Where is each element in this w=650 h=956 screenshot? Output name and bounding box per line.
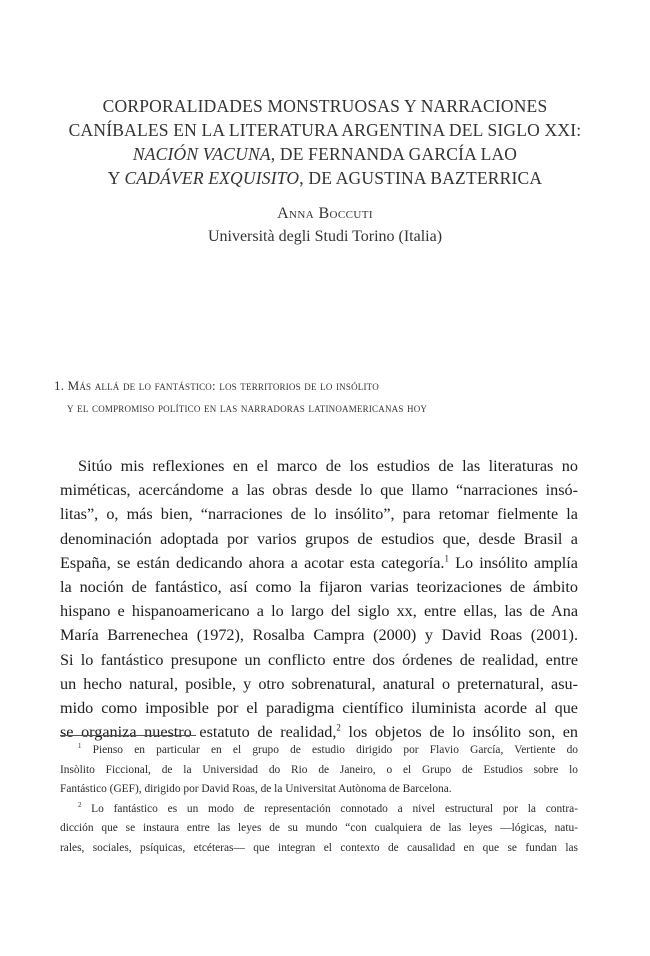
body-line: hispano e hispanoamericano a lo largo del siglo xx, entre ellas, las de Ana bbox=[60, 602, 578, 621]
footnote-2-line bbox=[60, 800, 578, 820]
body-line: Sitúo mis reflexiones en el marco de los estudios de las literaturas no bbox=[78, 457, 578, 475]
body-line-text: se organiza nuestro estatuto de realidad, bbox=[60, 723, 337, 742]
title-line-4-rest: , DE AGUSTINA BAZTERRICA bbox=[299, 168, 543, 188]
footnote-text: Pienso en particular en el grupo de estudio dirigido por Flavio García, Vertiente do bbox=[81, 744, 578, 756]
body-line: litas”, o, más bien, “narraciones de lo insólito”, para retomar fielmente la bbox=[60, 505, 578, 524]
title-line-3-rest: , DE FERNANDA GARCÍA LAO bbox=[270, 144, 518, 164]
title-line-2: CANÍBALES EN LA LITERATURA ARGENTINA DEL SIGLO XXI: bbox=[68, 120, 582, 140]
body-line: Si lo fantástico presupone un conflicto entre dos órdenes de realidad, entre bbox=[60, 650, 578, 669]
article-title bbox=[60, 94, 590, 190]
footnote-1-line: Insòlito Ficcional, de la Universidad do Rio de Janeiro, o el Grupo de Estudios sobre lo bbox=[60, 763, 578, 776]
body-line: denominación adoptada por varios grupos de estudios que, desde Brasil a bbox=[60, 529, 578, 548]
body-line: la noción de fantástico, así como la fijaron varias teorizaciones de ámbito bbox=[60, 578, 578, 597]
footnote-2-mark: 2 bbox=[78, 801, 82, 809]
footnote-2-line: rales, sociales, psíquicas, etcéteras— que integran el contexto de causalidad en que se fundan las bbox=[60, 841, 578, 854]
body-text bbox=[60, 454, 578, 744]
footnotes bbox=[60, 741, 578, 859]
author-block bbox=[60, 202, 590, 248]
body-line: María Barrenechea (1972), Rosalba Campra (2000) y David Roas (2001). bbox=[60, 626, 578, 645]
body-line: un hecho natural, posible, y otro sobrenatural, anatural o preternatural, asu- bbox=[60, 674, 578, 693]
title-work-2: CADÁVER EXQUISITO bbox=[124, 168, 300, 188]
footnote-ref-1[interactable]: 1 bbox=[444, 553, 449, 564]
footnote-separator bbox=[60, 735, 196, 736]
footnote-1-mark: 1 bbox=[78, 743, 82, 751]
author-affiliation: Università degli Studi Torino (Italia) bbox=[207, 228, 443, 245]
section-heading-line-2: y el compromiso político en las narradoras latinoamericanas hoy bbox=[67, 400, 428, 415]
section-heading-line-1: 1. Más allá de lo fantástico: los territorios de lo insólito bbox=[54, 378, 379, 393]
body-line: miméticas, acercándome a las obras desde lo que llamo “narraciones insó- bbox=[60, 481, 578, 500]
section-heading bbox=[54, 375, 584, 419]
title-work-1: NACIÓN VACUNA bbox=[132, 144, 271, 164]
title-line-3 bbox=[60, 142, 590, 166]
footnote-2-line: dicción que se instaura entre las leyes de su mundo “con cualquiera de las leyes —lógicas, natu- bbox=[60, 822, 578, 835]
body-line-text: España, se están dedicando ahora a acotar esta categoría. bbox=[60, 553, 445, 572]
body-line-text: los objetos de lo insólito son, en bbox=[340, 723, 579, 742]
body-line-text: Lo insólito amplía bbox=[448, 553, 578, 572]
body-line: mido como imposible por el paradigma científico iluminista acorde al que bbox=[60, 699, 578, 718]
title-line-4-pre: Y bbox=[107, 168, 125, 188]
title-line-1: CORPORALIDADES MONSTRUOSAS Y NARRACIONES bbox=[102, 96, 548, 116]
footnote-1-line bbox=[60, 741, 578, 761]
footnote-text: Lo fantástico es un modo de representación connotado a nivel estructural por la contra- bbox=[81, 802, 578, 815]
footnote-ref-2[interactable]: 2 bbox=[336, 722, 341, 733]
footnote-1-line: Fantástico (GEF), dirigido por David Roas, de la Universitat Autònoma de Barcelona. bbox=[60, 783, 452, 796]
title-line-4 bbox=[60, 166, 590, 190]
body-line bbox=[60, 551, 578, 575]
author-name: Anna Boccuti bbox=[277, 205, 373, 222]
